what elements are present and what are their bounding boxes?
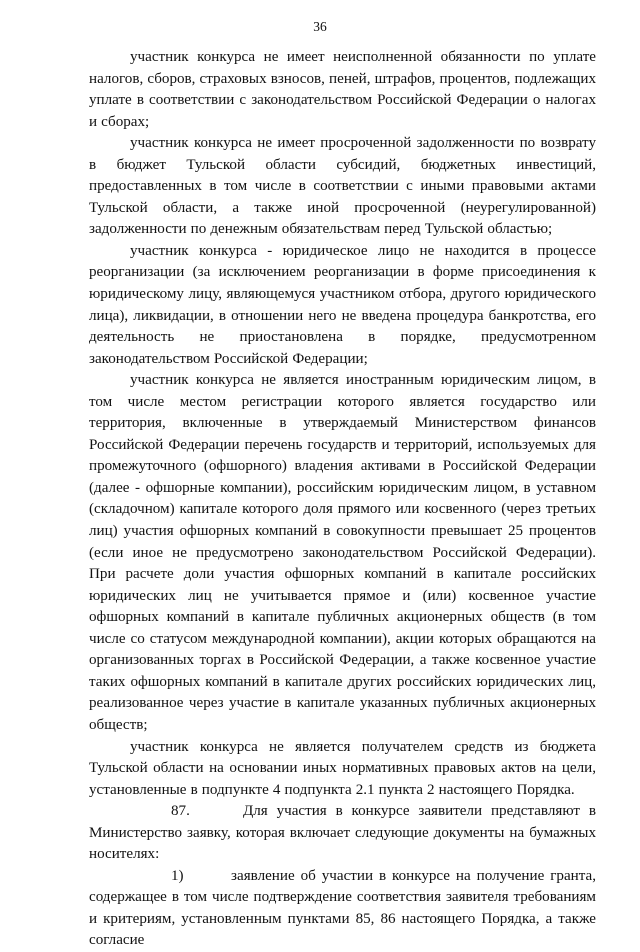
list-item-1-number: 1) <box>171 867 184 884</box>
paragraph-tax-obligations: участник конкурса не имеет неисполненной обязанности по уплате налогов, сборов, страховых взносов, пеней, штрафов, процентов, подлежащих уплате в соответствии с законодательством Российской Федерации о налогах и сборах; <box>89 49 596 130</box>
paragraph-87 <box>89 801 596 866</box>
list-item-1 <box>89 866 596 952</box>
page-body <box>89 47 596 952</box>
paragraph-87-text: Для участия в конкурсе заявители представляют в Министерство заявку, которая включает следующие документы на бумажных носителях: <box>89 803 596 863</box>
list-item-1-text: заявление об участии в конкурсе на получение гранта, содержащее в том числе подтверждение соответствия заявителя требованиям и критериям, установленным пунктами 85, 86 настоящего Порядка, а также согласие <box>89 867 596 949</box>
paragraph-offshore: участник конкурса не является иностранным юридическим лицом, в том числе местом регистрации которого является государство или территория, включенные в утверждаемый Министерством финансов Российской Федерации перечень государств и территорий, используемых для промежуточного (офшорного) владения активами в Российской Федерации (далее - офшорные компании), российским юридическим лицом, в уставном (складочном) капитале которого доля прямого или косвенного (через третьих лиц) участия офшорных компаний в совокупности превышает 25 процентов (если иное не предусмотрено законодательством Российской Федерации). При расчете доли участия офшорных компаний в капитале российских юридических лиц не учитывается прямое и (или) косвенное участие офшорных компаний в капитале публичных акционерных обществ (в том числе со статусом международной компании), акции которых обращаются на организованных торгах в Российской Федерации, а также косвенное участие таких офшорных компаний в капитале других российских юридических лиц, реализованное через участие в капитале указанных публичных акционерных обществ; <box>89 372 596 733</box>
paragraph-other-funds: участник конкурса не является получателем средств из бюджета Тульской области на основании иных нормативных правовых актов на цели, установленные в подпункте 4 подпункта 2.1 пункта 2 настоящего Порядка. <box>89 738 596 798</box>
page-number: 36 <box>313 19 327 34</box>
paragraph-reorganization: участник конкурса - юридическое лицо не находится в процессе реорганизации (за исключением реорганизации в форме присоединения к юридическому лицу, являющемуся участником отбора, другого юридического лица), ликвидации, в отношении него не введена процедура банкротства, его деятельность не приостановлена в порядке, предусмотренном законодательством Российской Федерации; <box>89 242 596 367</box>
paragraph-budget-debt: участник конкурса не имеет просроченной задолженности по возврату в бюджет Тульской области субсидий, бюджетных инвестиций, предоставленных в том числе в соответствии с иными правовыми актами Тульской области, а также иной просроченной (неурегулированной) задолженности по денежным обязательствам перед Тульской областью; <box>89 135 596 238</box>
paragraph-87-number: 87. <box>171 803 190 820</box>
